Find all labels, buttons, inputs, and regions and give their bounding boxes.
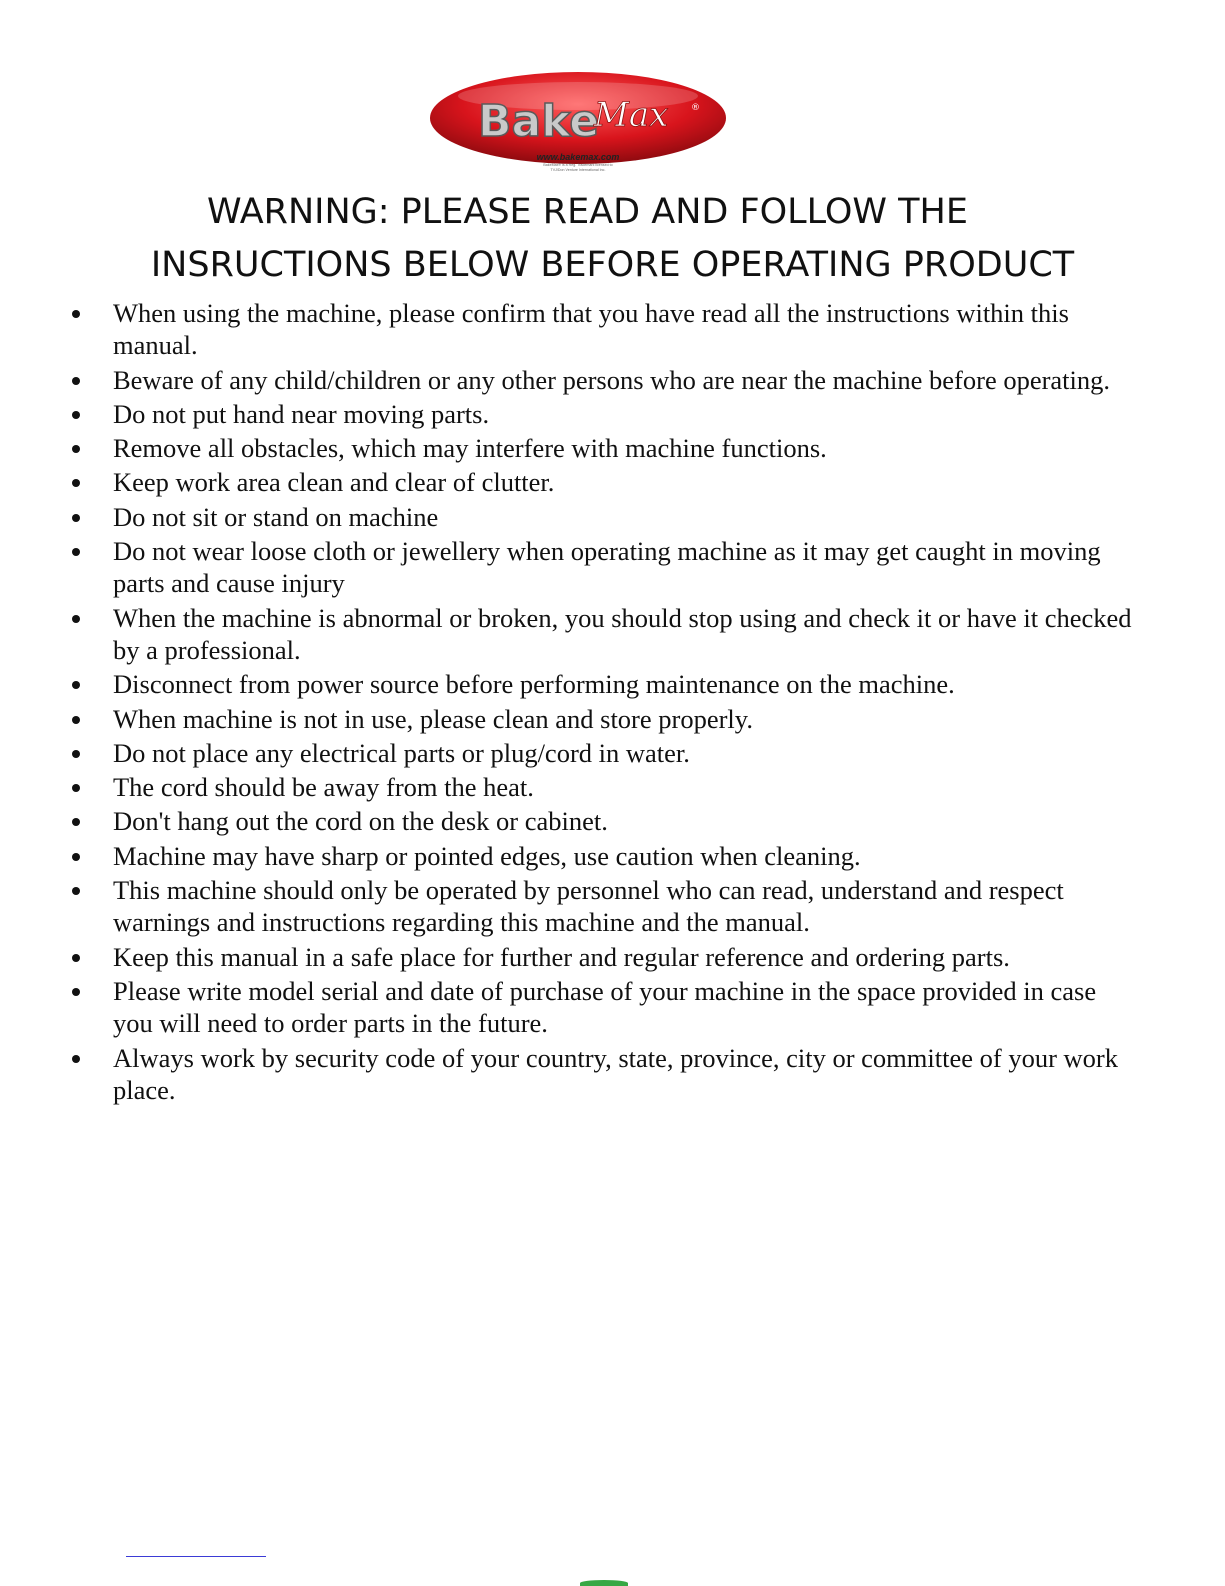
instruction-item: Always work by security code of your country, state, province, city or committee of your work place.	[72, 1042, 1132, 1107]
warning-title	[0, 186, 1225, 292]
footer-rule	[126, 1556, 266, 1557]
instruction-item: Beware of any child/children or any other persons who are near the machine before operating.	[72, 364, 1132, 396]
logo-fine-print-1: BakeMax® is a Reg. Trademark licensed to	[543, 163, 613, 167]
warning-title-line-2: INSRUCTIONS BELOW BEFORE OPERATING PRODUCT	[150, 245, 1075, 285]
logo-word: Bake	[478, 96, 600, 147]
instruction-item: Don't hang out the cord on the desk or cabinet.	[72, 805, 1132, 837]
instructions-list	[72, 297, 1132, 1108]
instruction-item: When the machine is abnormal or broken, you should stop using and check it or have it checked by a professional.	[72, 602, 1132, 667]
logo-url: www.bakemax.com	[536, 152, 620, 162]
bakemax-logo-graphic	[428, 68, 728, 178]
instruction-item: When using the machine, please confirm that you have read all the instructions within this manual.	[72, 297, 1132, 362]
instruction-item: Remove all obstacles, which may interfere with machine functions.	[72, 432, 1132, 464]
instruction-item: Please write model serial and date of purchase of your machine in the space provided in case you will need to order parts in the future.	[72, 975, 1132, 1040]
instruction-item: Keep this manual in a safe place for further and regular reference and ordering parts.	[72, 941, 1132, 973]
instruction-item: When machine is not in use, please clean and store properly.	[72, 703, 1132, 735]
instruction-item: The cord should be away from the heat.	[72, 771, 1132, 803]
logo-script: Max	[594, 95, 669, 135]
instruction-item: Do not sit or stand on machine	[72, 501, 1132, 533]
instruction-item: Do not place any electrical parts or plug/cord in water.	[72, 737, 1132, 769]
logo-fine-print-2: TVJ/Don Venture International Inc.	[550, 168, 606, 172]
warning-title-line-1: WARNING: PLEASE READ AND FOLLOW THE	[207, 192, 968, 232]
footer-mark	[580, 1580, 628, 1586]
instruction-item: Machine may have sharp or pointed edges, use caution when cleaning.	[72, 840, 1132, 872]
instruction-item: Keep work area clean and clear of clutter.	[72, 466, 1132, 498]
instruction-item: Do not put hand near moving parts.	[72, 398, 1132, 430]
registered-mark: ®	[691, 103, 700, 113]
instruction-item: Do not wear loose cloth or jewellery when operating machine as it may get caught in moving parts and cause injury	[72, 535, 1132, 600]
instruction-item: This machine should only be operated by personnel who can read, understand and respect warnings and instructions regarding this machine and the manual.	[72, 874, 1132, 939]
bakemax-logo	[428, 68, 728, 178]
instruction-item: Disconnect from power source before performing maintenance on the machine.	[72, 668, 1132, 700]
